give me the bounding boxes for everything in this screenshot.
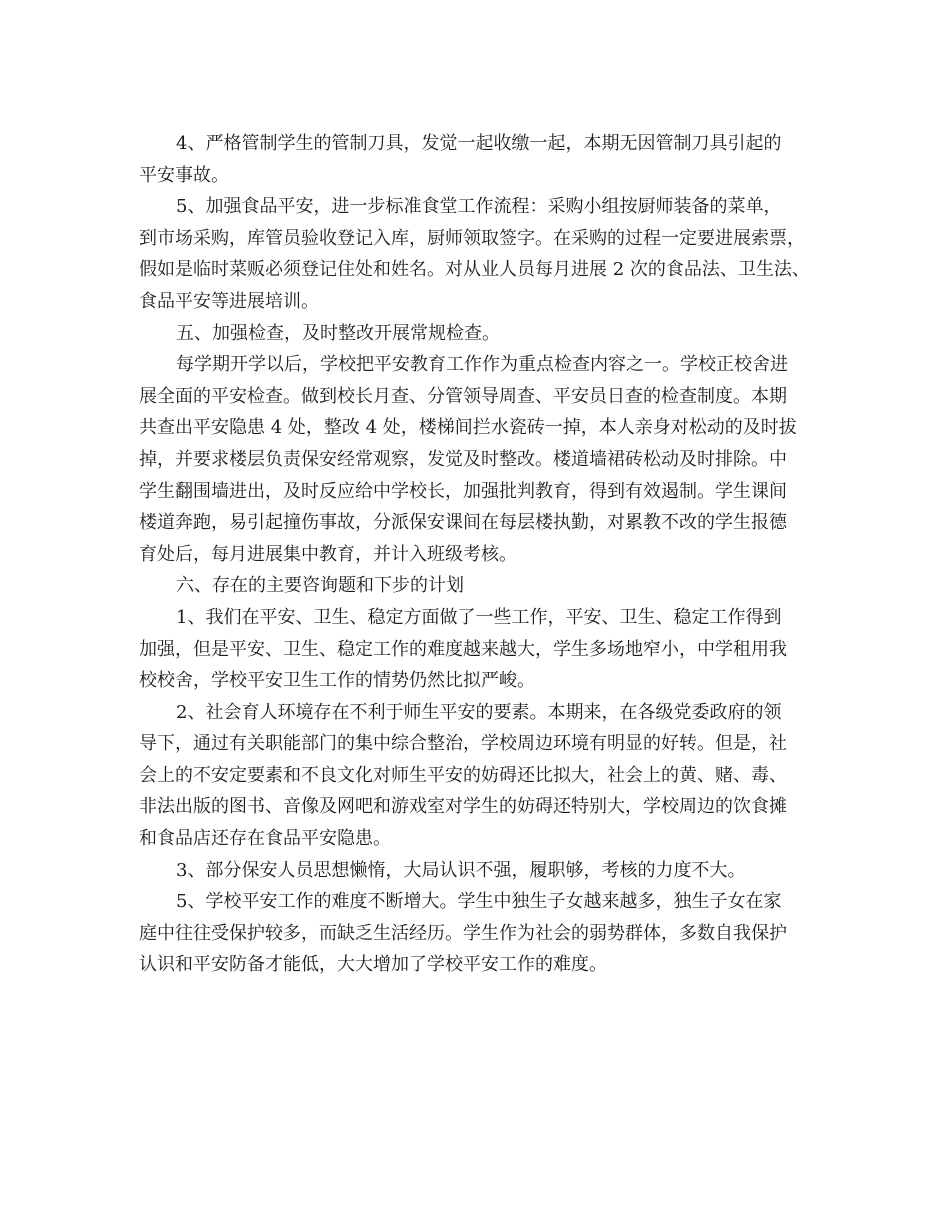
paragraph [139, 697, 829, 855]
paragraph-line: 育处后，每月进展集中教育，并计入班级考核。 [139, 543, 517, 565]
paragraph-line: 5、学校平安工作的难度不断增大。学生中独生子女越来越多，独生子女在家 [176, 891, 782, 913]
paragraph-line: 3、部分保安人员思想懒惰，大局认识不强，履职够，考核的力度不大。 [176, 859, 746, 881]
paragraph-line: 庭中往往受保护较多，而缺乏生活经历。学生作为社会的弱势群体，多数自我保护 [139, 922, 787, 944]
paragraph-line: 和食品店还存在食品平安隐患。 [139, 828, 391, 850]
paragraph-line: 加强，但是平安、卫生、稳定工作的难度越来越大，学生多场地窄小，中学租用我 [139, 638, 787, 660]
paragraph-line: 掉，并要求楼层负责保安经常观察，发觉及时整改。楼道墙裙砖松动及时排除。中 [139, 448, 787, 470]
paragraph-line: 六、存在的主要咨询题和下步的计划 [176, 575, 464, 597]
section-heading [139, 570, 829, 602]
paragraph-line: 导下，通过有关职能部门的集中综合整治，学校周边环境有明显的好转。但是，社 [139, 733, 787, 755]
paragraph [139, 886, 829, 981]
paragraph-line: 2、社会育人环境存在不利于师生平安的要素。本期来，在各级党委政府的领 [176, 701, 782, 723]
paragraph-line: 非法出版的图书、音像及网吧和游戏室对学生的妨碍还特别大，学校周边的饮食摊 [139, 796, 787, 818]
paragraph-line: 4、严格管制学生的管制刀具，发觉一起收缴一起，本期无因管制刀具引起的 [176, 133, 782, 154]
paragraph-line: 假如是临时菜贩必须登记住处和姓名。对从业人员每月进展 2 次的食品法、卫生法、 [139, 259, 810, 281]
paragraph-line: 1、我们在平安、卫生、稳定方面做了一些工作，平安、卫生、稳定工作得到 [176, 606, 782, 628]
paragraph-line: 五、加强检查，及时整改开展常规检查。 [176, 322, 500, 344]
paragraph-line: 到市场采购，库管员验收登记入库，厨师领取签字。在采购的过程一定要进展索票， [139, 227, 805, 249]
paragraph-line: 校校舍，学校平安卫生工作的情势仍然比拟严峻。 [139, 670, 535, 692]
paragraph-line: 共查出平安隐患 4 处，整改 4 处，楼梯间拦水瓷砖一掉，本人亲身对松动的及时拔 [139, 417, 797, 439]
paragraph-line: 会上的不安定要素和不良文化对师生平安的妨碍还比拟大，社会上的黄、赌、毒、 [139, 764, 787, 786]
paragraph-line: 5、加强食品平安，进一步标准食堂工作流程：采购小组按厨师装备的菜单， [176, 196, 782, 218]
paragraph-line: 认识和平安防备才能低，大大增加了学校平安工作的难度。 [139, 954, 607, 976]
paragraph [139, 349, 829, 570]
paragraph-line: 学生翻围墙进出，及时反应给中学校长，加强批判教育，得到有效遏制。学生课间 [139, 480, 787, 502]
paragraph-line: 每学期开学以后，学校把平安教育工作作为重点检查内容之一。学校正校舍进 [176, 354, 788, 376]
paragraph [139, 128, 829, 191]
document-body [139, 128, 829, 981]
paragraph [139, 191, 829, 317]
paragraph-line: 食品平安等进展培训。 [139, 290, 319, 312]
paragraph [139, 602, 829, 697]
section-heading [139, 318, 829, 350]
paragraph-line: 展全面的平安检查。做到校长月查、分管领导周查、平安员日查的检查制度。本期 [139, 385, 787, 407]
paragraph-line: 平安事故。 [139, 164, 229, 186]
paragraph [139, 855, 829, 887]
paragraph-line: 楼道奔跑，易引起撞伤事故，分派保安课间在每层楼执勤，对累教不改的学生报德 [139, 512, 787, 534]
